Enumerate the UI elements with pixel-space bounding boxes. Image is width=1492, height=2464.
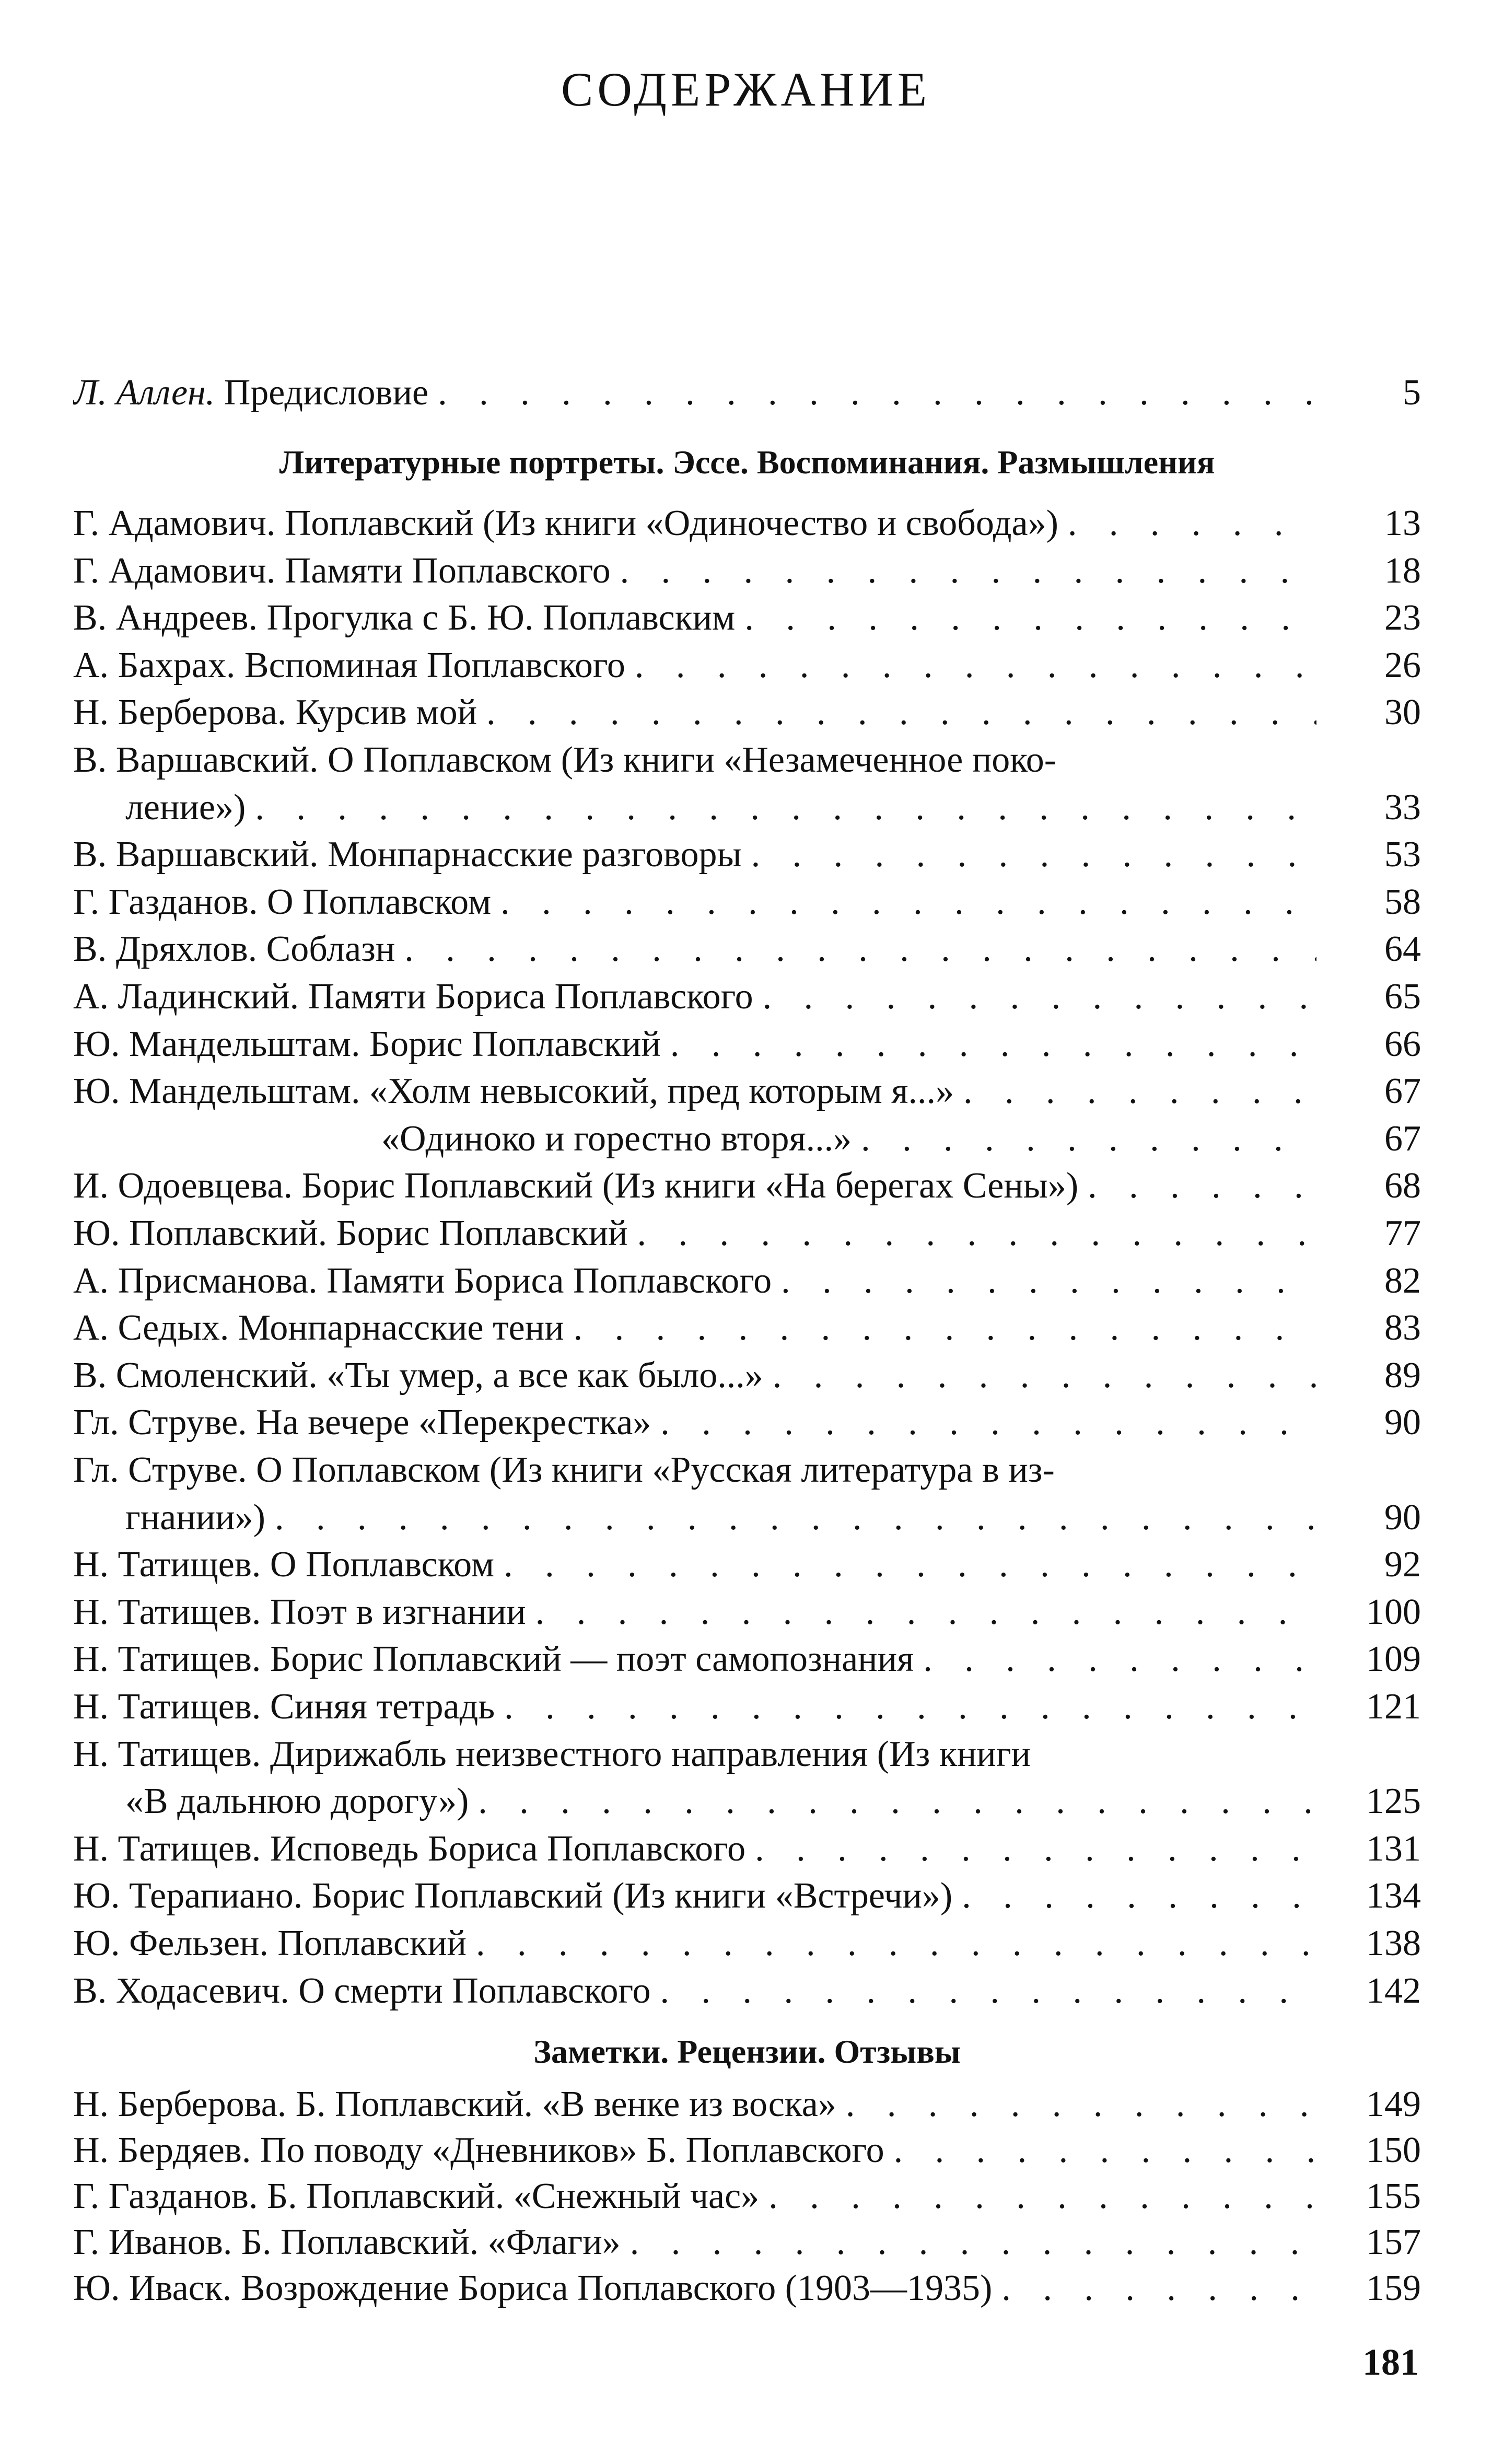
- entry-title: Ю. Мандельштам. «Холм невысокий, пред которым я...»: [73, 1071, 954, 1111]
- entry-title: И. Одоевцева. Борис Поплавский (Из книги «На берегах Сены»): [73, 1166, 1079, 1206]
- toc-entry: [73, 645, 1421, 692]
- dot-leader: [564, 1307, 1316, 1349]
- page-ref: 5: [1403, 373, 1421, 413]
- dot-leader: [742, 834, 1316, 876]
- page-ref: 53: [1384, 834, 1421, 875]
- entry-title: А. Бахрах. Вспоминая Поплавского: [73, 645, 625, 685]
- toc-entry: [73, 1071, 1421, 1118]
- dot-leader: [477, 692, 1316, 734]
- dot-leader: [836, 2084, 1316, 2125]
- page-ref: 134: [1366, 1876, 1421, 1916]
- entry-title: В. Варшавский. Монпарнасские разговоры: [73, 834, 742, 875]
- entry-title: В. Андреев. Прогулка с Б. Ю. Поплавским: [73, 598, 736, 638]
- dot-leader: [1078, 1165, 1316, 1207]
- dot-leader: [952, 1875, 1316, 1917]
- page-ref: 138: [1366, 1923, 1421, 1963]
- toc-entry: [73, 1213, 1421, 1260]
- toc-entry: [73, 692, 1421, 739]
- toc-entry: [73, 1734, 1421, 1781]
- page-ref: 125: [1366, 1781, 1421, 1821]
- page-ref: 121: [1366, 1687, 1421, 1727]
- toc-entry: [73, 1923, 1421, 1970]
- page-ref: 33: [1384, 787, 1421, 828]
- page-ref: 66: [1384, 1024, 1421, 1064]
- page-ref: 77: [1384, 1213, 1421, 1253]
- page-ref: 90: [1384, 1402, 1421, 1443]
- section-heading-reviews: Заметки. Рецензии. Отзывы: [533, 2033, 961, 2070]
- entry-title: Г. Газданов. О Поплавском: [73, 882, 492, 922]
- dot-leader: [884, 2130, 1316, 2171]
- page-ref: 100: [1366, 1592, 1421, 1632]
- dot-leader: [627, 1213, 1316, 1254]
- page-number: 181: [1362, 2341, 1419, 2383]
- page-ref: 89: [1384, 1355, 1421, 1396]
- entry-title: Г. Иванов. Б. Поплавский. «Флаги»: [73, 2222, 621, 2262]
- toc-entry: [73, 1024, 1421, 1071]
- dot-leader: [494, 1544, 1316, 1586]
- dot-leader: [526, 1591, 1316, 1633]
- dot-leader: [992, 2268, 1316, 2309]
- dot-leader: [625, 645, 1316, 687]
- dot-leader: [759, 2176, 1316, 2217]
- dot-leader: [735, 597, 1316, 639]
- toc-entry: [73, 1828, 1421, 1875]
- entry-title: Ю. Фельзен. Поплавский: [73, 1923, 467, 1963]
- toc-entry: [73, 1781, 1421, 1828]
- toc-entry: [73, 1875, 1421, 1922]
- entry-title: В. Смоленский. «Ты умер, а все как было...»: [73, 1355, 763, 1396]
- toc-entry: [73, 739, 1421, 786]
- toc-entry: [73, 1970, 1421, 2017]
- toc-entry: [73, 2222, 1421, 2269]
- entry-title: Н. Татищев. Исповедь Бориса Поплавского: [73, 1829, 746, 1869]
- page-ref: 13: [1384, 503, 1421, 543]
- dot-leader: [265, 1497, 1316, 1539]
- entry-title: Ю. Поплавский. Борис Поплавский: [73, 1213, 628, 1253]
- toc-entry-preface: [73, 372, 1421, 419]
- toc-entry: [73, 976, 1421, 1023]
- preface-author: Л. Аллен.: [73, 373, 215, 413]
- toc-entry: [73, 928, 1421, 975]
- entry-title: гнании»): [125, 1497, 265, 1538]
- dot-leader: [611, 550, 1316, 592]
- entry-title: Н. Татищев. О Поплавском: [73, 1544, 495, 1585]
- entry-title: В. Дряхлов. Соблазн: [73, 929, 395, 969]
- dot-leader: [395, 928, 1316, 970]
- entry-title: Н. Татищев. Поэт в изгнании: [73, 1592, 526, 1632]
- page-ref: 83: [1384, 1308, 1421, 1348]
- toc-entry: [73, 881, 1421, 928]
- toc-entry: [73, 1118, 1421, 1165]
- page-ref: 159: [1366, 2268, 1421, 2308]
- entry-title: Н. Берберова. Курсив мой: [73, 692, 477, 733]
- dot-leader: [852, 1118, 1316, 1160]
- dot-leader: [914, 1638, 1316, 1680]
- entry-title: В. Варшавский. О Поплавском (Из книги «Незамеченное поко-: [73, 740, 1057, 780]
- entry-title: Н. Татищев. Борис Поплавский — поэт самопознания: [73, 1639, 914, 1679]
- dot-leader: [745, 1828, 1316, 1870]
- dot-leader: [428, 372, 1316, 414]
- dot-leader: [246, 787, 1316, 829]
- dot-leader: [650, 1970, 1316, 2012]
- toc-entry: [73, 550, 1421, 597]
- entry-title: Г. Адамович. Памяти Поплавского: [73, 551, 611, 591]
- section-heading-portraits: Литературные портреты. Эссе. Воспоминания. Размышления: [279, 444, 1215, 481]
- page-ref: 149: [1366, 2084, 1421, 2124]
- entry-title: Ю. Терапиано. Борис Поплавский (Из книги «Встречи»): [73, 1876, 953, 1916]
- entry-title: «В дальнюю дорогу»): [125, 1781, 469, 1821]
- entry-title: Н. Берберова. Б. Поплавский. «В венке из воска»: [73, 2084, 836, 2124]
- dot-leader: [772, 1260, 1316, 1302]
- dot-leader: [763, 1355, 1316, 1397]
- toc-entry: [73, 1260, 1421, 1307]
- page-ref: 82: [1384, 1261, 1421, 1301]
- toc-entry: [73, 597, 1421, 644]
- dot-leader: [651, 1402, 1316, 1444]
- toc-entry: [73, 1307, 1421, 1354]
- page-ref: 64: [1384, 929, 1421, 969]
- preface-title: Предисловие: [224, 373, 429, 413]
- entry-title: Н. Татищев. Дирижабль неизвестного направления (Из книги: [73, 1734, 1031, 1774]
- toc-entry: [73, 787, 1421, 834]
- page-ref: 65: [1384, 977, 1421, 1017]
- entry-title: ление»): [125, 787, 246, 828]
- toc-entry: [73, 2130, 1421, 2177]
- page-ref: 92: [1384, 1544, 1421, 1585]
- dot-leader: [1058, 503, 1316, 544]
- entry-title: Гл. Струве. О Поплавском (Из книги «Русская литература в из-: [73, 1450, 1055, 1490]
- page-ref: 67: [1384, 1071, 1421, 1111]
- page-ref: 131: [1366, 1829, 1421, 1869]
- page-title: СОДЕРЖАНИЕ: [561, 63, 931, 116]
- toc-entry: [73, 503, 1421, 550]
- page-ref: 150: [1366, 2130, 1421, 2170]
- toc-entry: [73, 1544, 1421, 1591]
- entry-title: «Одиноко и горестно вторя...»: [381, 1119, 852, 1159]
- page-ref: 90: [1384, 1497, 1421, 1538]
- entry-title: В. Ходасевич. О смерти Поплавского: [73, 1971, 651, 2011]
- dot-leader: [491, 881, 1316, 923]
- page-ref: 157: [1366, 2222, 1421, 2262]
- entry-title: А. Присманова. Памяти Бориса Поплавского: [73, 1261, 772, 1301]
- dot-leader: [469, 1781, 1316, 1822]
- entry-title: А. Ладинский. Памяти Бориса Поплавского: [73, 977, 753, 1017]
- page-ref: 26: [1384, 645, 1421, 685]
- toc-entry: [73, 2084, 1421, 2131]
- toc-entry: [73, 834, 1421, 881]
- page-ref: 30: [1384, 692, 1421, 733]
- page-ref: 23: [1384, 598, 1421, 638]
- toc-entry: [73, 1449, 1421, 1496]
- entry-title: Г. Адамович. Поплавский (Из книги «Одиночество и свобода»): [73, 503, 1058, 543]
- page-ref: 68: [1384, 1166, 1421, 1206]
- page-ref: 155: [1366, 2176, 1421, 2216]
- toc-entry: [73, 1686, 1421, 1733]
- page-ref: 18: [1384, 551, 1421, 591]
- toc-entry: [73, 1402, 1421, 1449]
- entry-title: Ю. Мандельштам. Борис Поплавский: [73, 1024, 661, 1064]
- toc-entry: [73, 2176, 1421, 2223]
- entry-title: Гл. Струве. На вечере «Перекрестка»: [73, 1402, 651, 1443]
- dot-leader: [467, 1923, 1316, 1965]
- toc-entry: [73, 2268, 1421, 2315]
- page-ref: 58: [1384, 882, 1421, 922]
- dot-leader: [661, 1024, 1316, 1065]
- toc-entry: [73, 1165, 1421, 1212]
- entry-title: А. Седых. Монпарнасские тени: [73, 1308, 564, 1348]
- dot-leader: [495, 1686, 1316, 1728]
- page-ref: 109: [1366, 1639, 1421, 1679]
- toc-entry: [73, 1497, 1421, 1544]
- toc-entry: [73, 1591, 1421, 1638]
- toc-entry: [73, 1355, 1421, 1402]
- entry-title: Ю. Иваск. Возрождение Бориса Поплавского (1903—1935): [73, 2268, 993, 2308]
- entry-title: Г. Газданов. Б. Поплавский. «Снежный час»: [73, 2176, 760, 2216]
- dot-leader: [621, 2222, 1316, 2263]
- toc-entry: [73, 1638, 1421, 1686]
- dot-leader: [954, 1071, 1316, 1112]
- entry-title: Н. Бердяев. По поводу «Дневников» Б. Поплавского: [73, 2130, 884, 2170]
- page-ref: 67: [1384, 1119, 1421, 1159]
- entry-title: Н. Татищев. Синяя тетрадь: [73, 1687, 495, 1727]
- dot-leader: [753, 976, 1316, 1018]
- page-ref: 142: [1366, 1971, 1421, 2011]
